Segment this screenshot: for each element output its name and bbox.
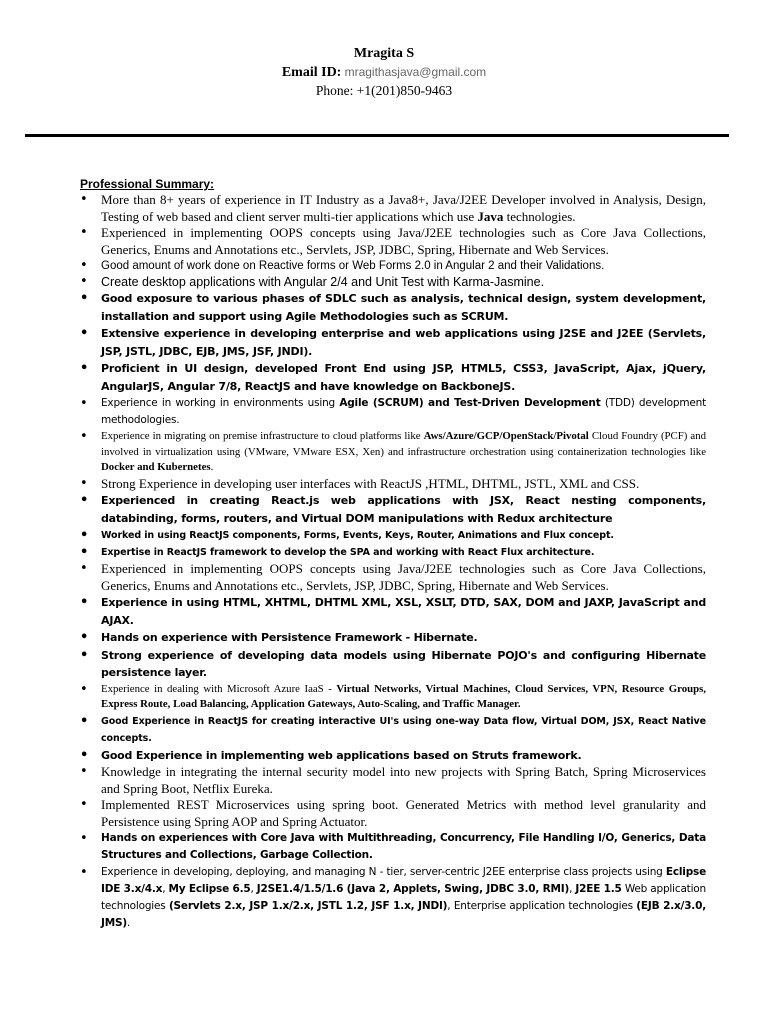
bullet-text: Virtual Networks, Virtual Machines, Cloud Services, VPN, Resource Groups, Express Route, Load Balancing, Application Gateways, Auto-Scaling, and Traffic Manager. (101, 682, 706, 710)
bullet-text: Good amount of work done on Reactive forms or Web Forms 2.0 in Angular 2 and their Validations. (101, 260, 605, 272)
bullet-text: Create desktop applications with Angular 2/4 and Unit Test with Karma-Jasmine. (101, 275, 545, 289)
bullet-text: Worked in using ReactJS components, Forms, Events, Keys, Router, Animations and Flux concept. (101, 530, 614, 541)
bullet-text: Good Experience in implementing web applications based on Struts framework. (101, 748, 582, 762)
summary-bullet (78, 629, 706, 647)
summary-list (78, 192, 706, 932)
bullet-text: Experienced in creating React.js web applications with JSX, React nesting components, databinding, forms, routers, and Virtual DOM manipulations with Redux architecture (101, 494, 706, 525)
bullet-text: More than 8+ years of experience in IT Industry as a Java8+, Java/J2EE Developer involved in Analysis, Design, Testing of web based and client server multi-tier applications which use (101, 192, 706, 224)
bullet-text: Agile (SCRUM) and Test-Driven Development (339, 397, 601, 409)
bullet-text: Experience in using HTML, XHTML, DHTML XML, XSL, XSLT, DTD, SAX, DOM and JAXP, JavaScript and AJAX. (101, 596, 706, 627)
bullet-text: , (162, 883, 169, 895)
bullet-text: Experience in working in environments using (101, 397, 340, 409)
bullet-text: Multithreading, Concurrency, File Handling I/O, Generics, Data Structures and Collections, Garbage Collection. (101, 832, 706, 861)
bullet-text: Core Java (260, 832, 315, 844)
bullet-text: , (569, 883, 576, 895)
bullet-text: Experienced in implementing OOPS concepts using Java/J2EE technologies such as Core Java Collections, Generics, Enums and Annotations etc., Servlets, JSP, JDBC, Spring, Hibernate and Web Services. (101, 225, 706, 257)
summary-bullet (78, 492, 706, 527)
summary-bullet (78, 797, 706, 830)
bullet-text: Hands on experiences with (101, 832, 261, 844)
summary-bullet (78, 713, 706, 747)
summary-bullet (78, 764, 706, 797)
bullet-text: Good Experience in ReactJS for creating interactive UI's using one-way Data flow, Virtual DOM, JSX, React Native concepts. (101, 715, 706, 744)
summary-bullet (78, 192, 706, 225)
bullet-text: Good exposure to various phases of SDLC such as analysis, technical design, system development, installation and support using Agile Methodologies such as SCRUM. (101, 292, 706, 323)
bullet-text: Experienced in implementing OOPS concepts using Java/J2EE technologies such as Core Java Collections, Generics, Enums and Annotations etc., Servlets, JSP, JDBC, Spring, Hibernate and Web Services. (101, 561, 706, 593)
summary-bullet (78, 830, 706, 864)
email-line (0, 63, 768, 82)
bullet-text: Experience in dealing with Microsoft Azure IaaS - (101, 682, 337, 695)
bullet-text: . (126, 917, 131, 929)
bullet-text: Web application technologies (101, 883, 706, 912)
summary-bullet (78, 258, 706, 274)
bullet-text: (EJB 2.x/3.0, JMS) (101, 900, 706, 929)
bullet-text: Docker and Kubernetes (101, 461, 211, 473)
bullet-text: , (250, 883, 257, 895)
bullet-text: Extensive experience in developing enterprise and web applications using J2SE and J2EE (Servlets, JSP, JSTL, JDBC, EJB, JMS, JSF, JNDI). (101, 327, 706, 358)
summary-bullet (78, 395, 706, 429)
email-value[interactable]: mragithasjava@gmail.com (344, 65, 487, 79)
bullet-text: My Eclipse 6.5 (168, 883, 251, 895)
bullet-text: Hands on experience with Persistence Framework - Hibernate. (101, 631, 478, 644)
bullet-text: Cloud Foundry (PCF) and involved in virtualization using (VMware, VMware ESX, Xen) and infrastructure orchestration using containerization technologies like (101, 430, 706, 458)
summary-bullet (78, 747, 706, 765)
bullet-text: Experience in migrating on premise infrastructure to cloud platforms like (101, 430, 424, 442)
candidate-name: Mragita S (353, 46, 415, 61)
summary-bullet (78, 325, 706, 360)
summary-bullet (78, 225, 706, 258)
summary-bullet (78, 476, 706, 493)
bullet-text: Proficient in UI design, developed Front End using JSP, HTML5, CSS3, JavaScript, Ajax, jQuery, AngularJS, Angular 7/8, ReactJS and have knowledge on BackboneJS. (101, 362, 706, 393)
section-title: Professional Summary: (80, 177, 215, 191)
summary-bullet (78, 429, 706, 476)
summary-bullet (78, 864, 706, 932)
summary-bullet (78, 290, 706, 325)
summary-bullet (78, 561, 706, 594)
bullet-text: Knowledge in integrating the internal security model into new projects with Spring Batch, Spring Microservices and Spring Boot, Netflix Eureka. (101, 764, 706, 796)
summary-bullet (78, 360, 706, 395)
bullet-text: Implemented REST Microservices using spring boot. Generated Metrics with method level granularity and Persistence using Spring AOP and Spring Actuator. (101, 797, 706, 829)
bullet-text: Strong Experience in developing user interfaces with ReactJS ,HTML, DHTML, JSTL, XML and CSS. (101, 475, 640, 491)
bullet-text: Strong experience of developing data models using Hibernate POJO's and configuring Hibernate persistence layer. (101, 648, 706, 679)
summary-bullet (78, 647, 706, 682)
phone-line: Phone: +1(201)850-9463 (315, 83, 453, 98)
bullet-text: (TDD) development methodologies. (101, 397, 706, 426)
bullet-text: J2SE1.4/1.5/1.6 (Java 2, Applets, Swing, JDBC 3.0, RMI) (256, 883, 570, 895)
summary-bullet (78, 527, 706, 544)
bullet-text: (Servlets 2.x, JSP 1.x/2.x, JSTL 1.2, JSF 1.x, JNDI) (168, 900, 448, 912)
bullet-text: J2EE 1.5 (575, 883, 622, 895)
summary-bullet (78, 544, 706, 561)
bullet-text: with (314, 832, 348, 844)
bullet-text: Aws/Azure/GCP/OpenStack/Pivotal (423, 430, 589, 442)
email-label: Email ID: (281, 65, 342, 80)
resume-header (0, 44, 768, 100)
bullet-text: Expertise in ReactJS framework to develop the SPA and working with React Flux architecture. (101, 547, 595, 558)
bullet-text: Eclipse IDE 3.x/4.x (101, 866, 706, 895)
header-divider (25, 134, 729, 137)
bullet-text: Experience in developing, deploying, and managing N - tier, server-centric J2EE enterprise class projects using (101, 866, 666, 878)
summary-bullet (78, 682, 706, 713)
summary-bullet (78, 594, 706, 629)
bullet-text: technologies. (503, 208, 576, 224)
bullet-text: Java (477, 208, 504, 224)
summary-bullet (78, 274, 706, 290)
bullet-text: . (210, 461, 214, 473)
bullet-text: , Enterprise application technologies (447, 900, 637, 912)
